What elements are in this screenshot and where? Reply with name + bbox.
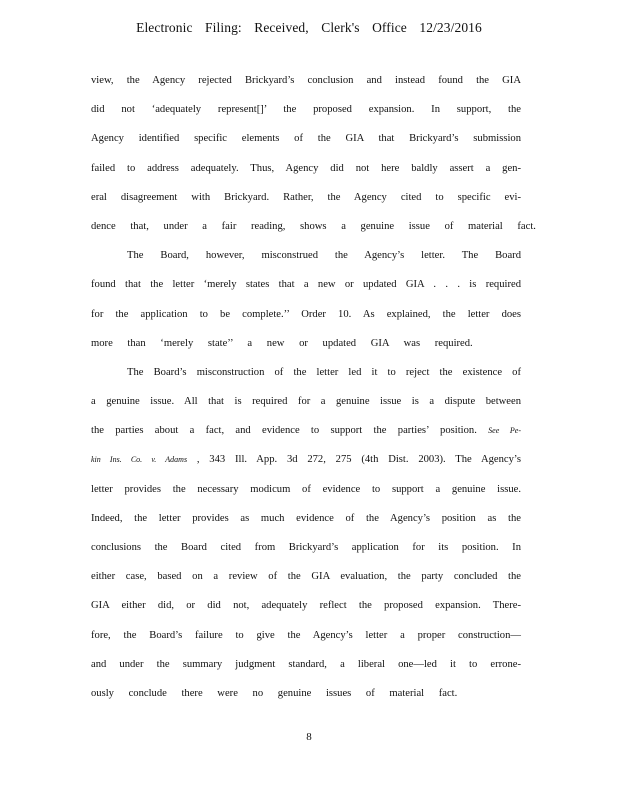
text-line: found that the letter ‘merely states that a new or updated GIA . . . is required [91, 279, 521, 291]
text-line: GIA either did, or did not, adequately reflect the proposed expansion. There- [91, 600, 521, 612]
text-segment: the parties about a fact, and evidence to support the parties’ position. [91, 425, 477, 437]
text-line: a genuine issue. All that is required for a genuine issue is a dispute between [91, 396, 521, 408]
citation-line [91, 445, 521, 474]
text-line: more than ‘merely state’’ a new or updated GIA was required. [91, 337, 473, 349]
page-number: 8 [306, 731, 312, 743]
text-line: The Board’s misconstruction of the letter led it to reject the existence of [127, 366, 521, 378]
document-body [91, 66, 536, 708]
text-line: and under the summary judgment standard, a liberal one—led it to errone- [91, 658, 521, 670]
text-line: did not ‘adequately represent[]’ the proposed expansion. In support, the [91, 104, 521, 116]
text-line: The Board, however, misconstrued the Agency’s letter. The Board [127, 250, 521, 262]
text-line: letter provides the necessary modicum of evidence to support a genuine issue. [91, 483, 521, 495]
text-segment: , 343 Ill. App. 3d 272, 275 (4th Dist. 2003). The Agency’s [196, 454, 521, 466]
case-name: kin Ins. Co. v. Adams [91, 455, 188, 465]
text-line: for the application to be complete.’’ Order 10. As explained, the letter does [91, 308, 521, 320]
citation-signal: See Pe- [488, 426, 521, 436]
text-line: fore, the Board’s failure to give the Agency’s letter a proper construction— [91, 629, 521, 641]
text-line: dence that, under a fair reading, shows a genuine issue of material fact. [91, 220, 536, 232]
text-line: either case, based on a review of the GIA evaluation, the party concluded the [91, 571, 521, 583]
text-line: eral disagreement with Brickyard. Rather, the Agency cited to specific evi- [91, 191, 521, 203]
text-line: failed to address adequately. Thus, Agency did not here baldly assert a gen- [91, 162, 521, 174]
text-line: view, the Agency rejected Brickyard’s conclusion and instead found the GIA [91, 75, 521, 86]
text-line: Agency identified specific elements of the GIA that Brickyard’s submission [91, 133, 521, 145]
text-line: ously conclude there were no genuine issues of material fact. [91, 687, 458, 699]
text-line: conclusions the Board cited from Brickyard’s application for its position. In [91, 542, 521, 553]
citation-line [91, 416, 521, 445]
filing-header: Electronic Filing: Received, Clerk's Office 12/23/2016 [136, 20, 482, 35]
text-line: Indeed, the letter provides as much evidence of the Agency’s position as the [91, 512, 521, 524]
